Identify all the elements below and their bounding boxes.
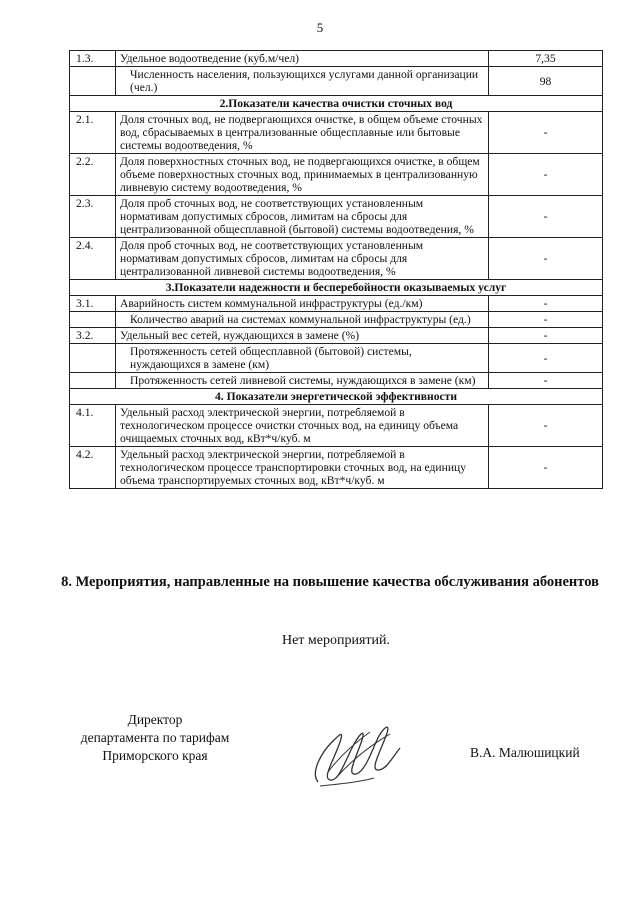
indicator-value: - (489, 312, 603, 328)
page-number: 5 (316, 20, 324, 35)
table-row (70, 373, 603, 389)
indicator-value: - (489, 328, 603, 344)
row-number: 1.3. (70, 51, 116, 67)
section-8-heading: 8. Мероприятия, направленные на повышение качества обслуживания абонентов (61, 574, 599, 590)
table-row (70, 447, 603, 489)
indicator-value: 7,35 (489, 51, 603, 67)
table-row (70, 344, 603, 373)
indicator-value: - (489, 296, 603, 312)
indicator-value: - (489, 373, 603, 389)
no-measures-text: Нет мероприятий. (281, 633, 391, 648)
table-row (70, 51, 603, 67)
indicator-description: Удельный расход электрической энергии, потребляемой в технологическом процессе транспортировки сточных вод, на единицу объема транспортируемых сточных вод, кВт*ч/куб. м (116, 447, 489, 489)
row-number (70, 67, 116, 96)
row-number: 4.1. (70, 405, 116, 447)
director-line: Директор (127, 712, 183, 727)
row-number (70, 344, 116, 373)
signature (300, 712, 410, 792)
table-row (70, 196, 603, 238)
section-title: 2.Показатели качества очистки сточных вод (70, 96, 603, 112)
row-number: 2.4. (70, 238, 116, 280)
table-row (70, 328, 603, 344)
indicator-value: - (489, 196, 603, 238)
indicator-value: - (489, 405, 603, 447)
section-row (70, 96, 603, 112)
table-row (70, 296, 603, 312)
indicator-value: - (489, 112, 603, 154)
indicator-description: Доля проб сточных вод, не соответствующих установленным нормативам допустимых сбросов, лимитам на сбросы для централизованной ливневой системы водоотведения, % (116, 238, 489, 280)
indicator-description: Численность населения, пользующихся услугами данной организации (чел.) (116, 67, 489, 96)
section-title: 4. Показатели энергетической эффективности (70, 389, 603, 405)
table-row (70, 405, 603, 447)
table-row (70, 67, 603, 96)
indicator-description: Удельное водоотведение (куб.м/чел) (116, 51, 489, 67)
table-row (70, 112, 603, 154)
row-number: 2.3. (70, 196, 116, 238)
row-number (70, 312, 116, 328)
indicator-description: Удельный вес сетей, нуждающихся в замене (%) (116, 328, 489, 344)
indicator-description: Протяженность сетей ливневой системы, нуждающихся в замене (км) (116, 373, 489, 389)
director-title (55, 711, 255, 765)
indicator-value: - (489, 447, 603, 489)
section-title: 3.Показатели надежности и бесперебойности оказываемых услуг (70, 280, 603, 296)
indicator-value: 98 (489, 67, 603, 96)
signer-name: В.А. Малюшицкий (470, 745, 580, 760)
director-line: департамента по тарифам (80, 730, 230, 745)
row-number: 2.1. (70, 112, 116, 154)
indicator-description: Аварийность систем коммунальной инфраструктуры (ед./км) (116, 296, 489, 312)
table-row (70, 312, 603, 328)
indicator-description: Удельный расход электрической энергии, потребляемой в технологическом процессе очистки сточных вод, на единицу объема очищаемых сточных вод, кВт*ч/куб. м (116, 405, 489, 447)
row-number: 4.2. (70, 447, 116, 489)
indicator-value: - (489, 154, 603, 196)
indicator-description: Протяженность сетей общесплавной (бытовой) системы, нуждающихся в замене (км) (116, 344, 489, 373)
director-line: Приморского края (102, 748, 208, 763)
indicator-description: Доля поверхностных сточных вод, не подвергающихся очистке, в общем объеме поверхностных сточных вод, принимаемых в централизованную ливневую систему водоотведения, % (116, 154, 489, 196)
row-number: 2.2. (70, 154, 116, 196)
table-row (70, 154, 603, 196)
indicator-value: - (489, 238, 603, 280)
table-row (70, 238, 603, 280)
indicator-description: Доля проб сточных вод, не соответствующих установленным нормативам допустимых сбросов, лимитам на сбросы для централизованной общесплавной (бытовой) системы водоотведения, % (116, 196, 489, 238)
indicators-table (69, 50, 603, 489)
row-number: 3.2. (70, 328, 116, 344)
section-row (70, 280, 603, 296)
indicator-description: Количество аварий на системах коммунальной инфраструктуры (ед.) (116, 312, 489, 328)
row-number: 3.1. (70, 296, 116, 312)
indicator-value: - (489, 344, 603, 373)
row-number (70, 373, 116, 389)
section-row (70, 389, 603, 405)
indicator-description: Доля сточных вод, не подвергающихся очистке, в общем объеме сточных вод, сбрасываемых в централизованные общесплавные или бытовые системы водоотведения, % (116, 112, 489, 154)
